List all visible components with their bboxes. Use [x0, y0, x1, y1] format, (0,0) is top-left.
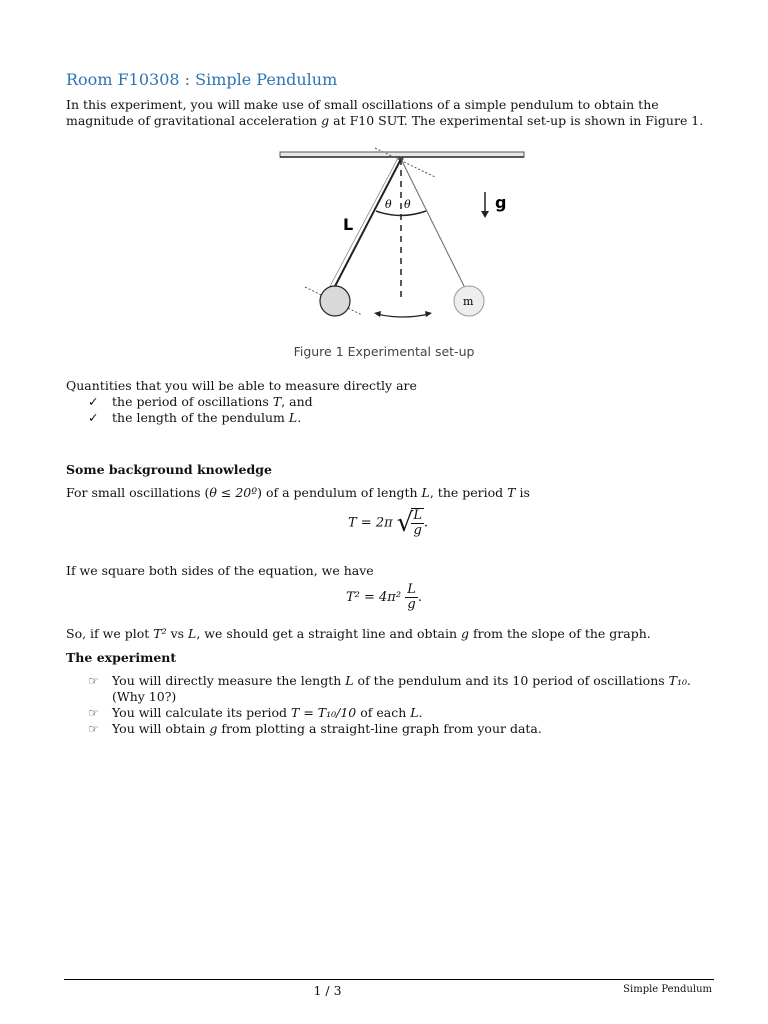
- text: You will directly measure the length: [112, 673, 346, 688]
- numerator: L: [413, 508, 423, 523]
- pendulum-bob-left: [320, 286, 350, 316]
- pointing-hand-icon: ☞: [88, 674, 99, 688]
- var-L: L: [288, 410, 298, 425]
- list-item: [88, 673, 718, 705]
- swing-arrow: [377, 314, 429, 317]
- var-T10: T₁₀: [668, 673, 687, 688]
- item-text-end: , and: [281, 394, 313, 409]
- check-icon: ✓: [88, 410, 99, 425]
- item-text-end: .: [297, 410, 302, 425]
- text: vs: [166, 626, 189, 641]
- condition: θ ≤ 20º: [209, 485, 258, 500]
- text: of the pendulum and its 10 period of oscillations: [353, 673, 669, 688]
- denominator: g: [407, 597, 416, 612]
- text: , the period: [429, 485, 508, 500]
- equation-squared: [346, 583, 422, 612]
- item-text: the length of the pendulum: [112, 410, 289, 425]
- background-heading: Some background knowledge: [66, 462, 272, 477]
- var-L: L: [410, 705, 419, 720]
- footer-divider: [64, 979, 714, 980]
- text: is: [515, 485, 530, 500]
- sqrt-icon: √: [396, 508, 414, 538]
- text: from plotting a straight-line graph from your data.: [217, 721, 542, 736]
- quantities-list: [88, 394, 313, 426]
- var-T: T: [507, 485, 516, 500]
- equation-end: .: [424, 515, 429, 531]
- fraction: [405, 583, 418, 612]
- equation-end: .: [417, 590, 422, 605]
- background-text: [66, 485, 530, 501]
- var-L: L: [188, 626, 197, 641]
- text: .: [418, 705, 423, 720]
- pendulum-string-right: [401, 159, 465, 288]
- text: of each: [356, 705, 411, 720]
- list-item: [88, 394, 313, 410]
- length-label: L: [343, 215, 354, 234]
- theta-left: θ: [385, 198, 392, 211]
- equation-lhs: T² = 4π²: [346, 590, 402, 605]
- intro-text-2: at F10 SUT. The experimental set-up is shown in Figure 1.: [329, 113, 704, 128]
- item-text: the period of oscillations: [112, 394, 273, 409]
- text: , we should get a straight line and obtain: [196, 626, 462, 641]
- text: from the slope of the graph.: [469, 626, 651, 641]
- var-g: g: [461, 626, 470, 641]
- theta-right: θ: [404, 198, 411, 211]
- list-item: [88, 410, 313, 426]
- mass-label: m: [463, 295, 474, 308]
- plot-text: [66, 626, 651, 642]
- square-text: If we square both sides of the equation, we have: [66, 563, 374, 578]
- text: You will calculate its period: [112, 705, 292, 720]
- experiment-heading: The experiment: [66, 650, 177, 665]
- pendulum-rod-edge: [328, 158, 398, 290]
- figure-caption: Figure 1 Experimental set-up: [293, 344, 475, 359]
- text: For small oscillations (: [66, 485, 210, 500]
- check-icon: ✓: [88, 394, 99, 409]
- quantities-intro: Quantities that you will be able to measure directly are: [66, 378, 417, 393]
- gravity-arrow-head: [481, 211, 489, 218]
- list-item: [88, 721, 718, 737]
- equation-period: [348, 508, 428, 538]
- numerator: L: [407, 582, 416, 597]
- var-L: L: [345, 673, 354, 688]
- footer-title: Simple Pendulum: [623, 984, 712, 995]
- var-g: g: [321, 113, 330, 128]
- var-T2: T²: [153, 626, 167, 641]
- fraction: [411, 508, 424, 538]
- list-item: [88, 705, 718, 721]
- text: . (Why 10?): [112, 673, 691, 704]
- text: You will obtain: [112, 721, 210, 736]
- intro-text-1: In this experiment, you will make use of small oscillations of a simple pendulum to obtain the magnitude of gravitational acceleration: [66, 97, 659, 128]
- period-formula: T = T₁₀/10: [291, 705, 357, 720]
- pointing-hand-icon: ☞: [88, 706, 99, 720]
- equation-lhs: T = 2π: [348, 515, 393, 531]
- var-g: g: [209, 721, 218, 736]
- var-T: T: [272, 394, 282, 409]
- intro-paragraph: [66, 97, 716, 129]
- pendulum-figure: [270, 140, 530, 330]
- text: ) of a pendulum of length: [257, 485, 422, 500]
- swing-arrow-head-right: [425, 311, 432, 317]
- denominator: g: [413, 523, 422, 538]
- page-number: 1 / 3: [313, 983, 342, 998]
- angle-arc: [376, 211, 426, 216]
- page-title: Room F10308 : Simple Pendulum: [66, 70, 338, 89]
- pointing-hand-icon: ☞: [88, 722, 99, 736]
- gravity-label: g: [495, 193, 507, 212]
- swing-arrow-head-left: [374, 311, 381, 317]
- experiment-list: [88, 673, 718, 737]
- var-L: L: [421, 485, 430, 500]
- text: So, if we plot: [66, 626, 154, 641]
